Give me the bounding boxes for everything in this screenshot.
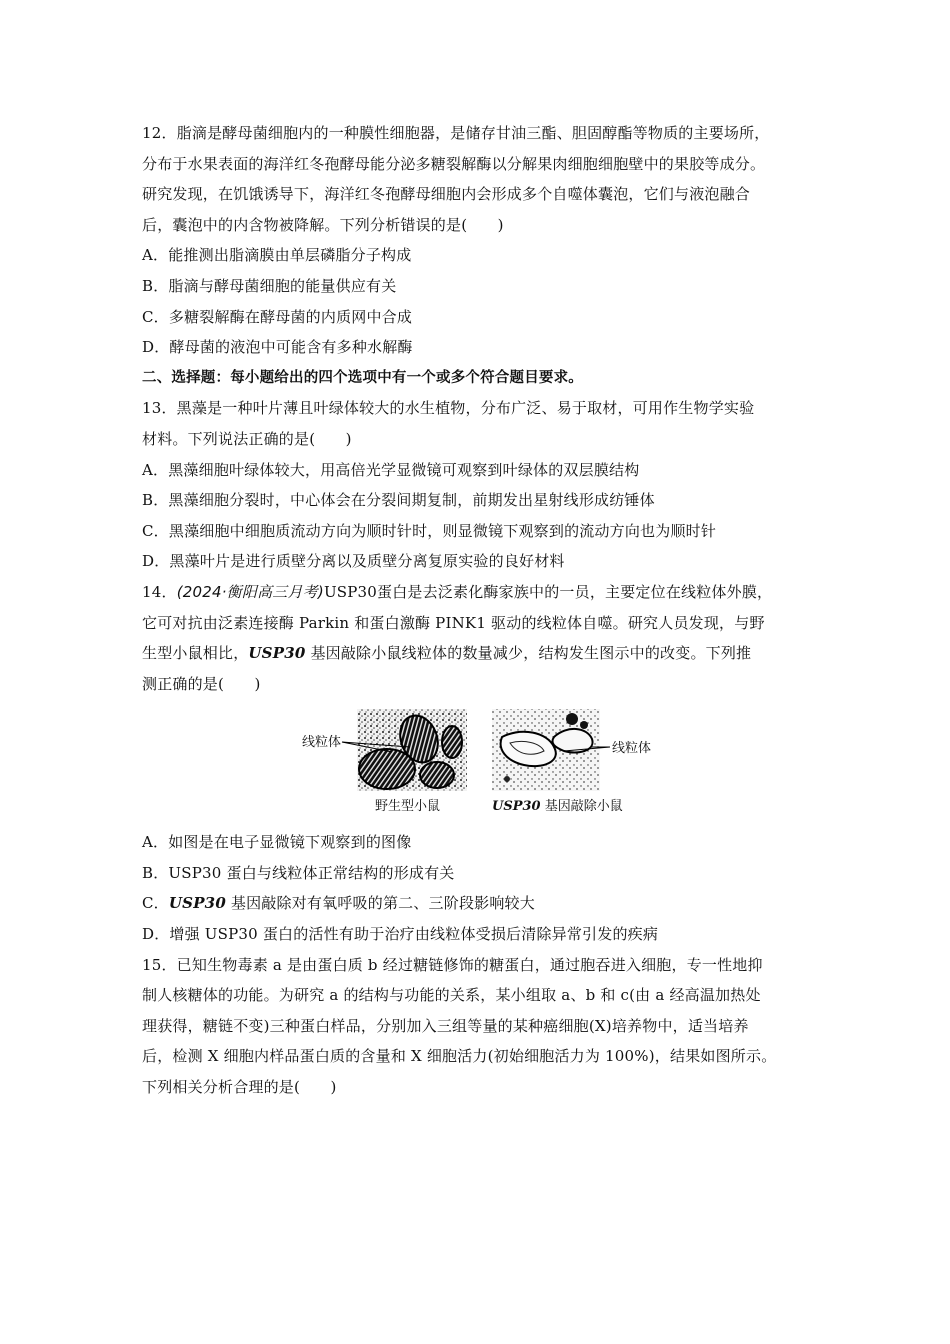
gene-name: USP30 xyxy=(168,894,226,913)
stem-text: USP30蛋白是去泛素化酶家族中的一员，主要定位在线粒体外膜， xyxy=(323,582,773,601)
question-12-option-d: D．酵母菌的液泡中可能含有多种水解酶 xyxy=(142,338,413,357)
question-15-stem-line: 制人核糖体的功能。为研究 a 的结构与功能的关系，某小组取 a、b 和 c(由 a 经高温加热处 xyxy=(142,986,761,1005)
question-12-stem-line: 12．脂滴是酵母菌细胞内的一种膜性细胞器，是储存甘油三酯、胆固醇酯等物质的主要场所， xyxy=(142,124,770,142)
question-13 xyxy=(142,393,822,577)
question-12-option-c: C．多糖裂解酶在酵母菌的内质网中合成 xyxy=(142,307,413,326)
question-14-option-c xyxy=(142,888,822,919)
question-13-option-b: B．黑藻细胞分裂时，中心体会在分裂间期复制，前期发出星射线形成纺锤体 xyxy=(142,491,655,510)
question-15 xyxy=(142,950,822,1103)
question-13-stem-line: 13．黑藻是一种叶片薄且叶绿体较大的水生植物，分布广泛、易于取材，可用作生物学实验 xyxy=(142,399,755,418)
mitochondria-label-right: 线粒体 xyxy=(612,741,652,757)
question-12-stem-line: 分布于水果表面的海洋红冬孢酵母能分泌多糖裂解酶以分解果肉细胞细胞壁中的果胶等成分。 xyxy=(142,154,766,173)
question-14-stem-line: 它可对抗由泛素连接酶 Parkin 和蛋白激酶 PINK1 驱动的线粒体自噬。研究人员发现，与野 xyxy=(142,613,765,632)
question-15-stem-line: 后，检测 X 细胞内样品蛋白质的含量和 X 细胞活力(初始细胞活力为 100%)，结果如图所示。 xyxy=(142,1047,777,1066)
question-12-stem-line: 研究发现，在饥饿诱导下，海洋红冬孢酵母细胞内会形成多个自噬体囊泡，它们与液泡融合 xyxy=(142,185,751,204)
question-12-option-a: A．能推测出脂滴膜由单层磷脂分子构成 xyxy=(142,246,412,265)
option-text: 基因敲除对有氧呼吸的第二、三阶段影响较大 xyxy=(225,894,535,913)
question-15-stem-line: 15．已知生物毒素 a 是由蛋白质 b 经过糖链修饰的糖蛋白，通过胞吞进入细胞，专一性地抑 xyxy=(142,955,763,974)
stem-text: 基因敲除小鼠线粒体的数量减少，结构发生图示中的改变。下列推 xyxy=(305,644,752,663)
stem-text: 生型小鼠相比， xyxy=(142,644,249,663)
document-page xyxy=(142,118,822,1103)
knockout-micrograph xyxy=(492,709,610,791)
question-13-option-c: C．黑藻细胞中细胞质流动方向为顺时针时，则显微镜下观察到的流动方向也为顺时针 xyxy=(142,521,717,540)
question-15-stem-line: 理获得，糖链不变)三种蛋白样品，分别加入三组等量的某种癌细胞(X)培养物中，适当培养 xyxy=(142,1016,749,1035)
caption-knockout xyxy=(492,795,623,814)
question-12-option-b: B．脂滴与酵母菌细胞的能量供应有关 xyxy=(142,276,397,295)
caption-wild-type: 野生型小鼠 xyxy=(375,799,441,815)
question-14-stem-line: 测正确的是( ) xyxy=(142,674,261,693)
wild-type-micrograph xyxy=(342,709,467,791)
question-14 xyxy=(142,577,822,950)
question-13-option-a: A．黑藻细胞叶绿体较大，用高倍光学显微镜可观察到叶绿体的双层膜结构 xyxy=(142,460,640,479)
gene-name: USP30 xyxy=(248,644,306,663)
question-12-stem-line: 后，囊泡中的内含物被降解。下列分析错误的是( ) xyxy=(142,215,504,234)
question-14-option-a: A．如图是在电子显微镜下观察到的图像 xyxy=(142,833,412,852)
question-15-stem-line: 下列相关分析合理的是( ) xyxy=(142,1078,337,1097)
question-number: 14． xyxy=(142,582,177,601)
question-14-option-d: D．增强 USP30 蛋白的活性有助于治疗由线粒体受损后清除异常引发的疾病 xyxy=(142,925,659,944)
option-letter: C． xyxy=(142,894,169,913)
question-source: (2024·衡阳高三月考) xyxy=(176,582,324,601)
gene-name: USP30 xyxy=(492,799,541,815)
question-14-stem-line xyxy=(142,577,822,608)
question-13-option-d: D．黑藻叶片是进行质壁分离以及质壁分离复原实验的良好材料 xyxy=(142,552,565,571)
question-14-stem-line xyxy=(142,638,822,669)
mitochondria-label-left: 线粒体 xyxy=(302,735,342,751)
question-13-stem-line: 材料。下列说法正确的是( ) xyxy=(142,429,352,448)
mitochondria-figure xyxy=(142,707,822,825)
question-14-option-b: B．USP30 蛋白与线粒体正常结构的形成有关 xyxy=(142,863,455,882)
question-12 xyxy=(142,118,822,363)
caption-text: 基因敲除小鼠 xyxy=(540,799,623,815)
section-heading: 二、选择题：每小题给出的四个选项中有一个或多个符合题目要求。 xyxy=(142,369,583,386)
